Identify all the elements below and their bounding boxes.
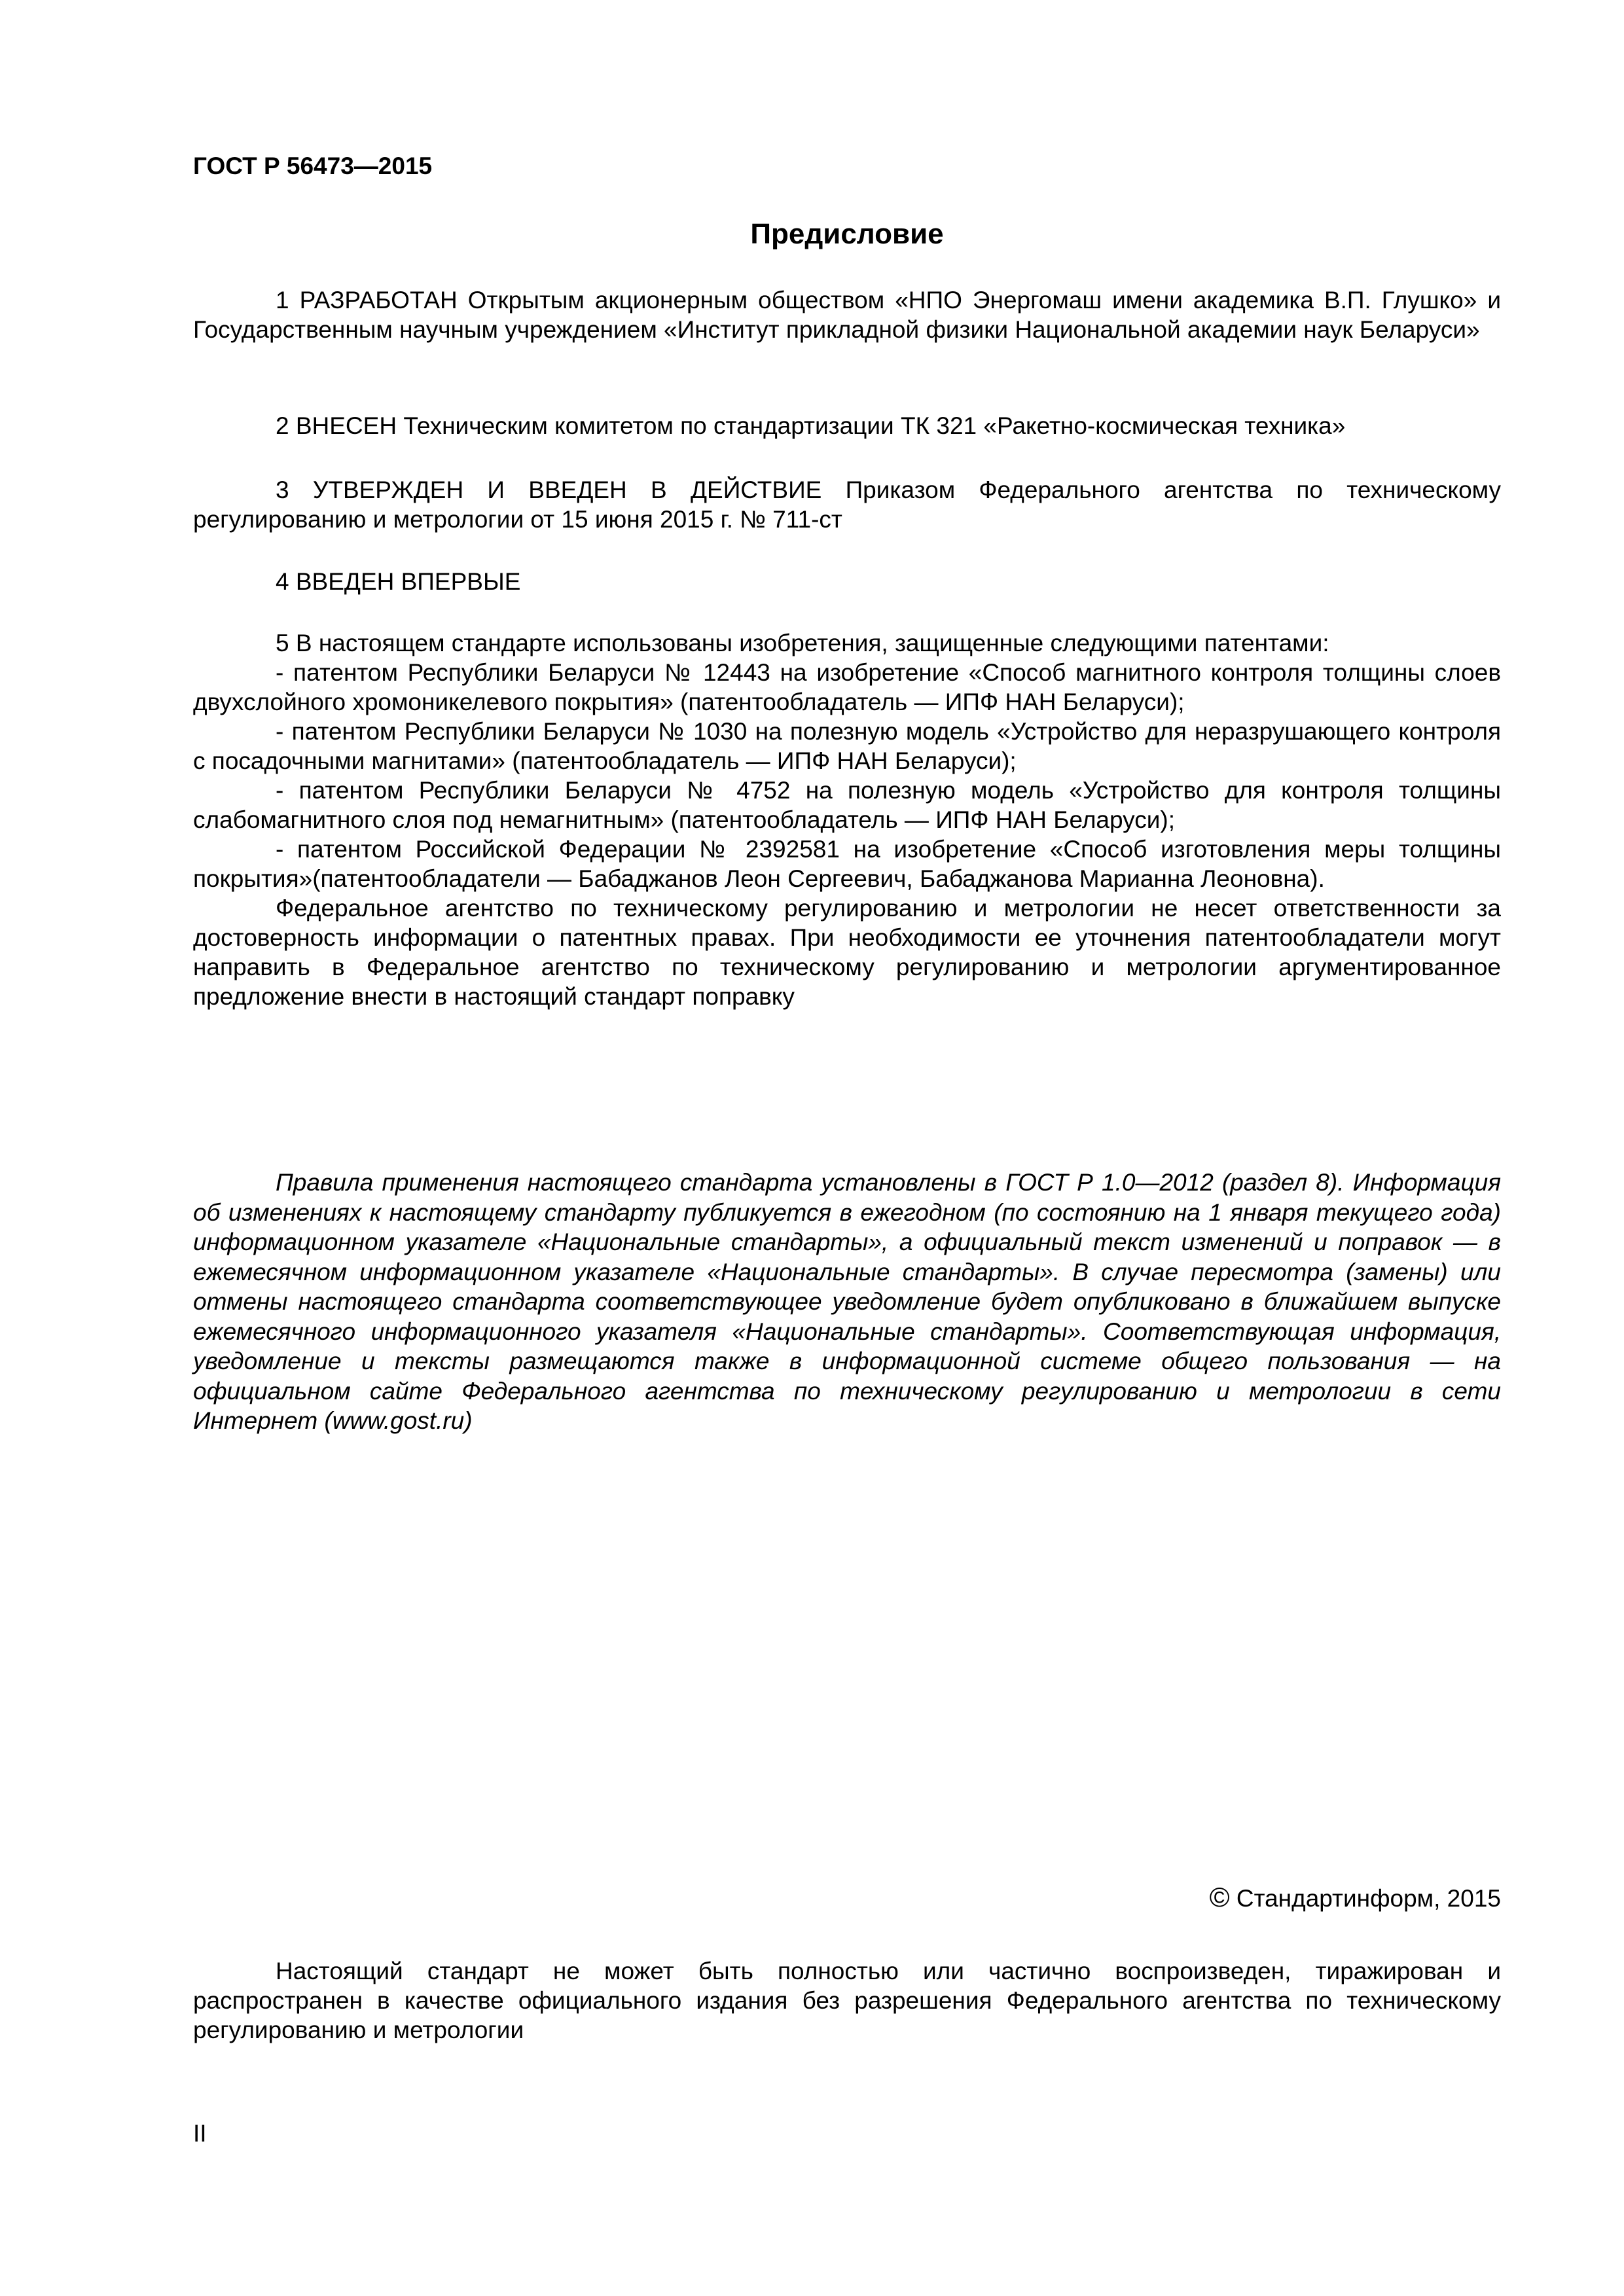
foreword-item-text: 3 УТВЕРЖДЕН И ВВЕДЕН В ДЕЙСТВИЕ Приказом Федерального агентства по техническому регулированию и метрологии от 15 июня 2015 г. № 711-ст (193, 476, 1501, 533)
patent-entry: - патентом Республики Беларуси № 1030 на полезную модель «Устройство для неразрушающего контроля с посадочными магнитами» (патентообладатель — ИПФ НАН Беларуси); (193, 718, 1501, 774)
patents-intro: 5 В настоящем стандарте использованы изобретения, защищенные следующими патентами: (276, 630, 1329, 656)
foreword-item-first-introduced (193, 567, 1501, 596)
patent-entry: - патентом Республики Беларуси № 12443 на изобретение «Способ магнитного контроля толщины слоев двухслойного хромоникелевого покрытия» (патентообладатель — ИПФ НАН Беларуси); (193, 659, 1501, 715)
foreword-item-patents (193, 628, 1501, 1011)
copyright-symbol: © (1209, 1882, 1230, 1912)
application-rules-notice: Правила применения настоящего стандарта установлены в ГОСТ Р 1.0—2012 (раздел 8). Информация об изменениях к настоящему стандарту публикуется в ежегодном (по состоянию на 1 января текущего года) информационном указателе «Национальные стандарты», а официальный текст изменений и поправок — в ежемесячном информационном указателе «Национальные стандарты». В случае пересмотра (замены) или отмены настоящего стандарта соответствующее уведомление будет опубликовано в ближайшем выпуске ежемесячного информационного указателя «Национальные стандарты». Соответствующая информация, уведомление и тексты размещаются также в информационной системе общего пользования — на официальном сайте Федерального агентства по техническому регулированию и метрологии в сети Интернет (www.gost.ru) (193, 1169, 1501, 1434)
patent-entry: - патентом Российской Федерации № 2392581 на изобретение «Способ изготовления меры толщины покрытия»(патентообладатели — Бабаджанов Леон Сергеевич, Бабаджанова Марианна Леоновна). (193, 836, 1501, 892)
foreword-title: Предисловие (750, 218, 944, 250)
reproduction-notice: Настоящий стандарт не может быть полностью или частично воспроизведен, тиражирован и распространен в качестве официального издания без разрешения Федерального агентства по техническому регулированию и метрологии (193, 1958, 1501, 2043)
copyright-line (1210, 1882, 1501, 1913)
foreword-item-approved (193, 475, 1501, 534)
foreword-item-developed (193, 285, 1501, 344)
standard-code-header: ГОСТ Р 56473—2015 (193, 152, 433, 179)
foreword-item-text: 2 ВНЕСЕН Техническим комитетом по стандартизации ТК 321 «Ракетно-космическая техника» (276, 412, 1346, 439)
foreword-item-text: 1 РАЗРАБОТАН Открытым акционерным обществом «НПО Энергомаш имени академика В.П. Глушко» и Государственным научным учреждением «Институт прикладной физики Национальной академии наук Беларуси» (193, 287, 1501, 343)
copyright-text: Стандартинформ, 2015 (1229, 1885, 1501, 1912)
foreword-item-text: 4 ВВЕДЕН ВПЕРВЫЕ (276, 568, 521, 595)
foreword-item-introduced (193, 411, 1501, 440)
patent-disclaimer: Федеральное агентство по техническому регулированию и метрологии не несет ответственности за достоверность информации о патентных правах. При необходимости ее уточнения патентообладатели могут направить в Федеральное агентство по техническому регулированию и метрологии аргументированное предложение внести в настоящий стандарт поправку (193, 895, 1501, 1010)
patent-entry: - патентом Республики Беларуси № 4752 на полезную модель «Устройство для контроля толщины слабомагнитного слоя под немагнитным» (патентообладатель — ИПФ НАН Беларуси); (193, 777, 1501, 833)
page-number: II (193, 2120, 207, 2147)
